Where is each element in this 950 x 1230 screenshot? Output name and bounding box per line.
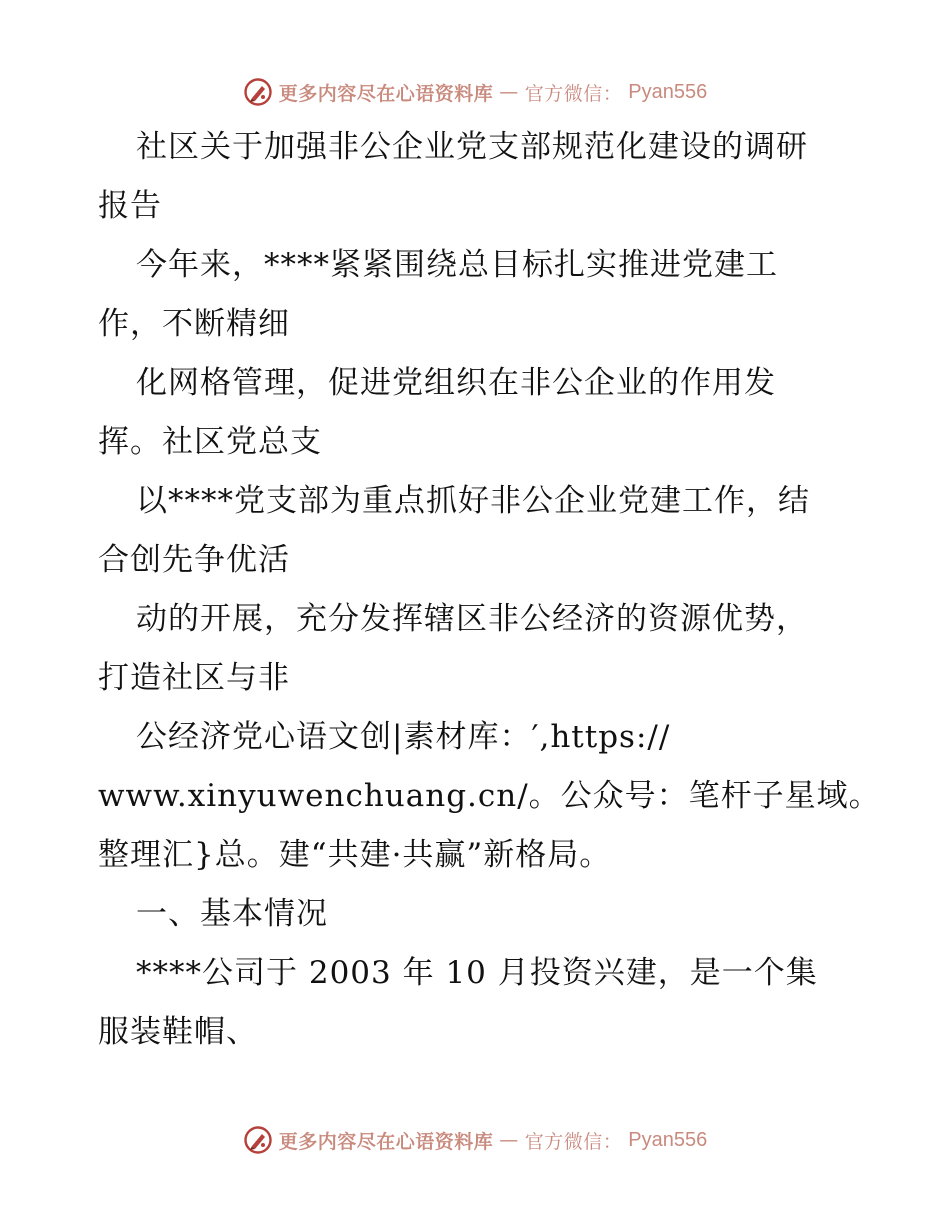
body-line: 社区关于加强非公企业党支部规范化建设的调研 (136, 129, 808, 165)
body-line: www.xinyuwenchuang.cn/。公众号：笔杆子星域。 (98, 778, 881, 814)
banner-wechat-label: 官方微信： (524, 1130, 623, 1153)
body-line: 打造社区与非 (98, 660, 290, 696)
body-line: 整理汇}总。建“共建·共赢”新格局。 (98, 837, 612, 873)
body-line: ****公司于 2003 年 10 月投资兴建，是一个集 (136, 955, 818, 991)
banner-dash: — (499, 1129, 519, 1151)
header-banner (0, 70, 950, 114)
body-line: 服装鞋帽、 (98, 1014, 258, 1050)
body-line: 合创先争优活 (98, 542, 290, 578)
body-line: 公经济党心语文创|素材库：′,https:// (136, 719, 671, 755)
pen-seal-logo-icon (243, 1125, 273, 1155)
body-line: 挥。社区党总支 (98, 424, 322, 460)
banner-wechat-id: Pyan556 (628, 1128, 708, 1151)
body-line: 报告 (98, 188, 162, 224)
document-body (98, 118, 881, 1062)
body-line: 今年来，****紧紧围绕总目标扎实推进党建工 (136, 247, 778, 283)
pen-seal-logo-icon (243, 77, 273, 107)
body-line: 化网格管理，促进党组织在非公企业的作用发 (136, 365, 776, 401)
section-heading: 一、基本情况 (136, 896, 328, 932)
banner-wechat-id: Pyan556 (628, 80, 708, 103)
body-line: 以****党支部为重点抓好非公企业党建工作，结 (136, 483, 810, 519)
body-line: 作，不断精细 (98, 306, 290, 342)
banner-wechat-label: 官方微信： (524, 82, 623, 105)
banner-title: 更多内容尽在心语资料库 (278, 82, 494, 105)
body-line: 动的开展，充分发挥辖区非公经济的资源优势， (136, 601, 808, 637)
footer-banner (0, 1118, 950, 1162)
banner-title: 更多内容尽在心语资料库 (278, 1130, 494, 1153)
banner-dash: — (499, 81, 519, 103)
